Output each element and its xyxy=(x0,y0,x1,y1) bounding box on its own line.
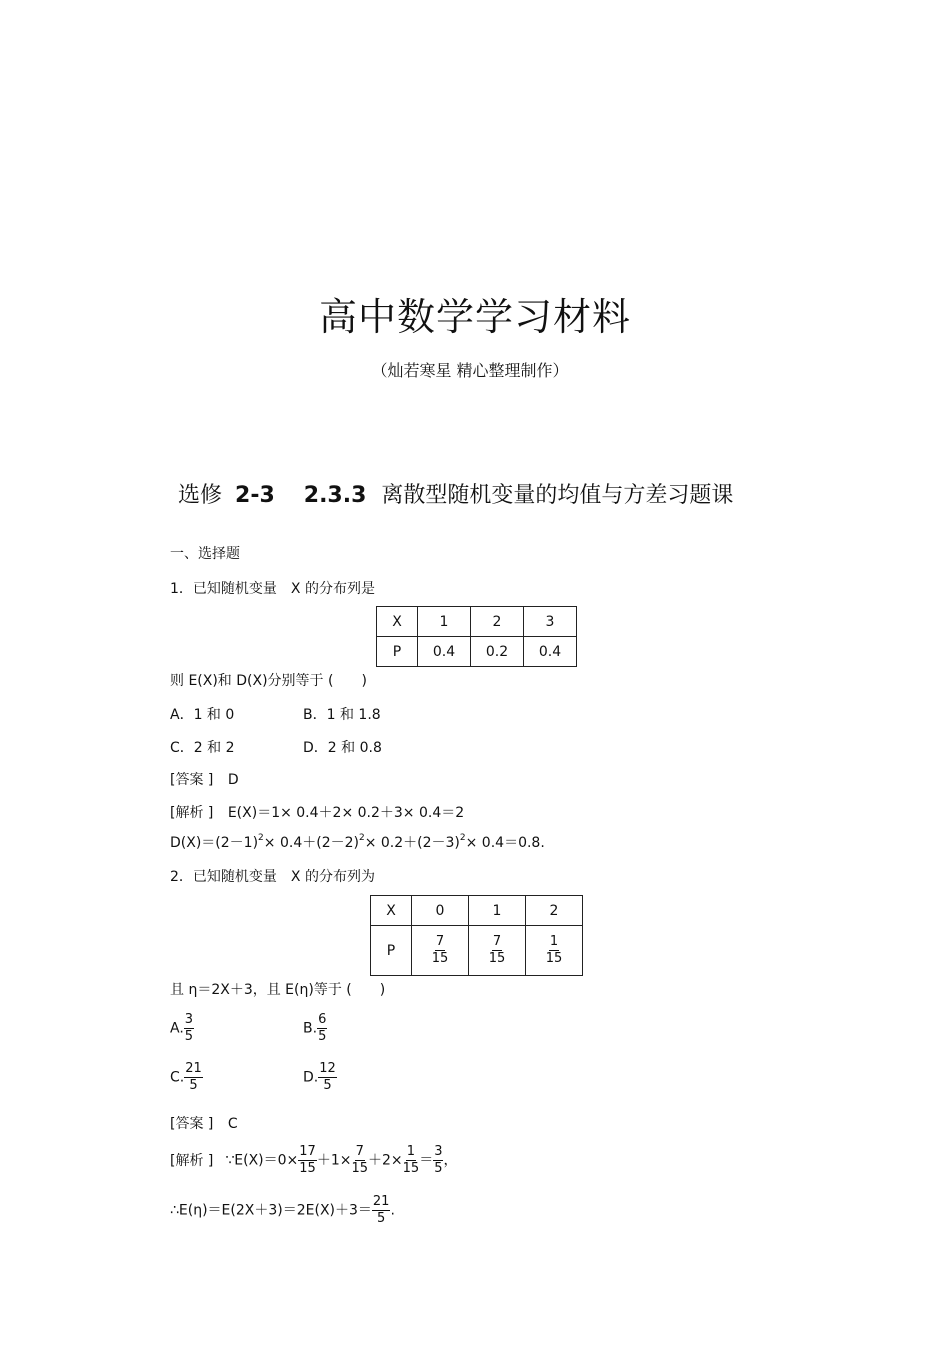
lesson-prefix: 选修 xyxy=(178,483,223,508)
q2-option-d xyxy=(303,1061,337,1094)
q2-option-c xyxy=(170,1061,203,1094)
fraction: $\frac{7}{15}$ xyxy=(431,934,449,966)
fraction: $\frac{17}{15}$ xyxy=(299,1144,316,1176)
formula-part: ＋2× xyxy=(368,1152,403,1169)
lesson-name: 离散型随机变量的均值与方差习题课 xyxy=(381,483,734,508)
q1-option-c: C．2 和 2 xyxy=(170,740,235,756)
lesson-book: 2-3 xyxy=(235,483,275,508)
table-cell: 2 xyxy=(471,607,524,637)
answer-value: D xyxy=(227,772,239,788)
q1-answer xyxy=(170,769,239,789)
q1-stem: 1．已知随机变量 X 的分布列是 xyxy=(170,581,375,597)
formula-part: ∵E(X)＝0× xyxy=(225,1152,299,1169)
formula-part: D(X)＝(2－1) xyxy=(170,835,259,851)
table-cell: 3 xyxy=(524,607,577,637)
table-cell xyxy=(469,926,526,976)
table-cell xyxy=(412,926,469,976)
table-cell: X xyxy=(377,607,418,637)
table-cell: X xyxy=(371,896,412,926)
answer-label: [答案 ] xyxy=(170,1116,214,1132)
q2-distribution-table xyxy=(370,895,583,976)
table-cell: 2 xyxy=(526,896,583,926)
q2-answer xyxy=(170,1113,238,1133)
lesson-heading xyxy=(178,478,733,509)
formula-part: ＋1× xyxy=(316,1152,352,1169)
exponent: 2 xyxy=(258,833,264,843)
fraction: $\frac{12}{5}$ xyxy=(319,1061,336,1093)
fraction: $\frac{1}{15}$ xyxy=(402,1144,420,1176)
table-cell: P xyxy=(377,637,418,667)
formula-part: × 0.2＋(2－3) xyxy=(364,835,460,851)
q1-question: 则 E(X)和 D(X)分别等于 ( ) xyxy=(170,673,367,689)
fraction: $\frac{21}{5}$ xyxy=(185,1061,202,1093)
q1-analysis xyxy=(170,802,464,822)
table-cell: 0 xyxy=(412,896,469,926)
q2-question: 且 η＝2X＋3，且 E(η)等于 ( ) xyxy=(170,982,386,998)
option-label: B. xyxy=(303,1020,318,1037)
table-cell: P xyxy=(371,926,412,976)
answer-value: C xyxy=(227,1116,238,1132)
fraction: $\frac{3}{5}$ xyxy=(434,1144,443,1176)
table-cell: 0.4 xyxy=(524,637,577,667)
table-cell xyxy=(526,926,583,976)
analysis-label: [解析 ] xyxy=(170,1152,214,1169)
fraction: $\frac{21}{5}$ xyxy=(372,1194,390,1226)
answer-label: [答案 ] xyxy=(170,772,214,788)
q2-stem: 2．已知随机变量 X 的分布列为 xyxy=(170,869,375,885)
table-cell: 0.4 xyxy=(418,637,471,667)
q1-distribution-table xyxy=(376,606,577,667)
q1-option-a: A．1 和 0 xyxy=(170,707,235,723)
fraction: $\frac{7}{15}$ xyxy=(351,1144,369,1176)
table-cell: 1 xyxy=(469,896,526,926)
lesson-section: 2.3.3 xyxy=(303,483,367,508)
fraction: $\frac{1}{15}$ xyxy=(545,934,563,966)
q2-analysis-result xyxy=(170,1194,395,1227)
option-label: A. xyxy=(170,1020,184,1037)
page-title: 高中数学学习材料 xyxy=(318,295,631,339)
formula-part: × 0.4＋(2－2) xyxy=(263,835,359,851)
option-label: C. xyxy=(170,1069,185,1086)
q2-option-a xyxy=(170,1012,194,1045)
q1-option-b: B．1 和 1.8 xyxy=(303,707,381,723)
q2-option-b xyxy=(303,1012,327,1045)
exponent: 2 xyxy=(459,833,466,843)
table-cell: 1 xyxy=(418,607,471,637)
formula-part: ， xyxy=(443,1152,458,1169)
q2-analysis-expectation xyxy=(170,1144,457,1177)
analysis-text: E(X)＝1× 0.4＋2× 0.2＋3× 0.4＝2 xyxy=(227,805,465,821)
q1-analysis-variance xyxy=(170,832,545,852)
formula-part: ＝ xyxy=(419,1152,434,1169)
fraction: $\frac{3}{5}$ xyxy=(184,1012,194,1044)
fraction: $\frac{7}{15}$ xyxy=(488,934,506,966)
page-subtitle: （灿若寒星 精心整理制作） xyxy=(371,361,569,380)
exponent: 2 xyxy=(358,833,365,843)
fraction: $\frac{6}{5}$ xyxy=(318,1012,327,1044)
formula-part: . xyxy=(390,1202,395,1219)
table-cell: 0.2 xyxy=(471,637,524,667)
formula-part: × 0.4＝0.8. xyxy=(465,835,545,851)
q1-option-d: D．2 和 0.8 xyxy=(303,740,382,756)
formula-part: ∴E(η)＝E(2X＋3)＝2E(X)＋3＝ xyxy=(170,1202,372,1219)
analysis-label: [解析 ] xyxy=(170,805,214,821)
option-label: D. xyxy=(303,1069,319,1086)
section-heading: 一、选择题 xyxy=(170,546,240,562)
